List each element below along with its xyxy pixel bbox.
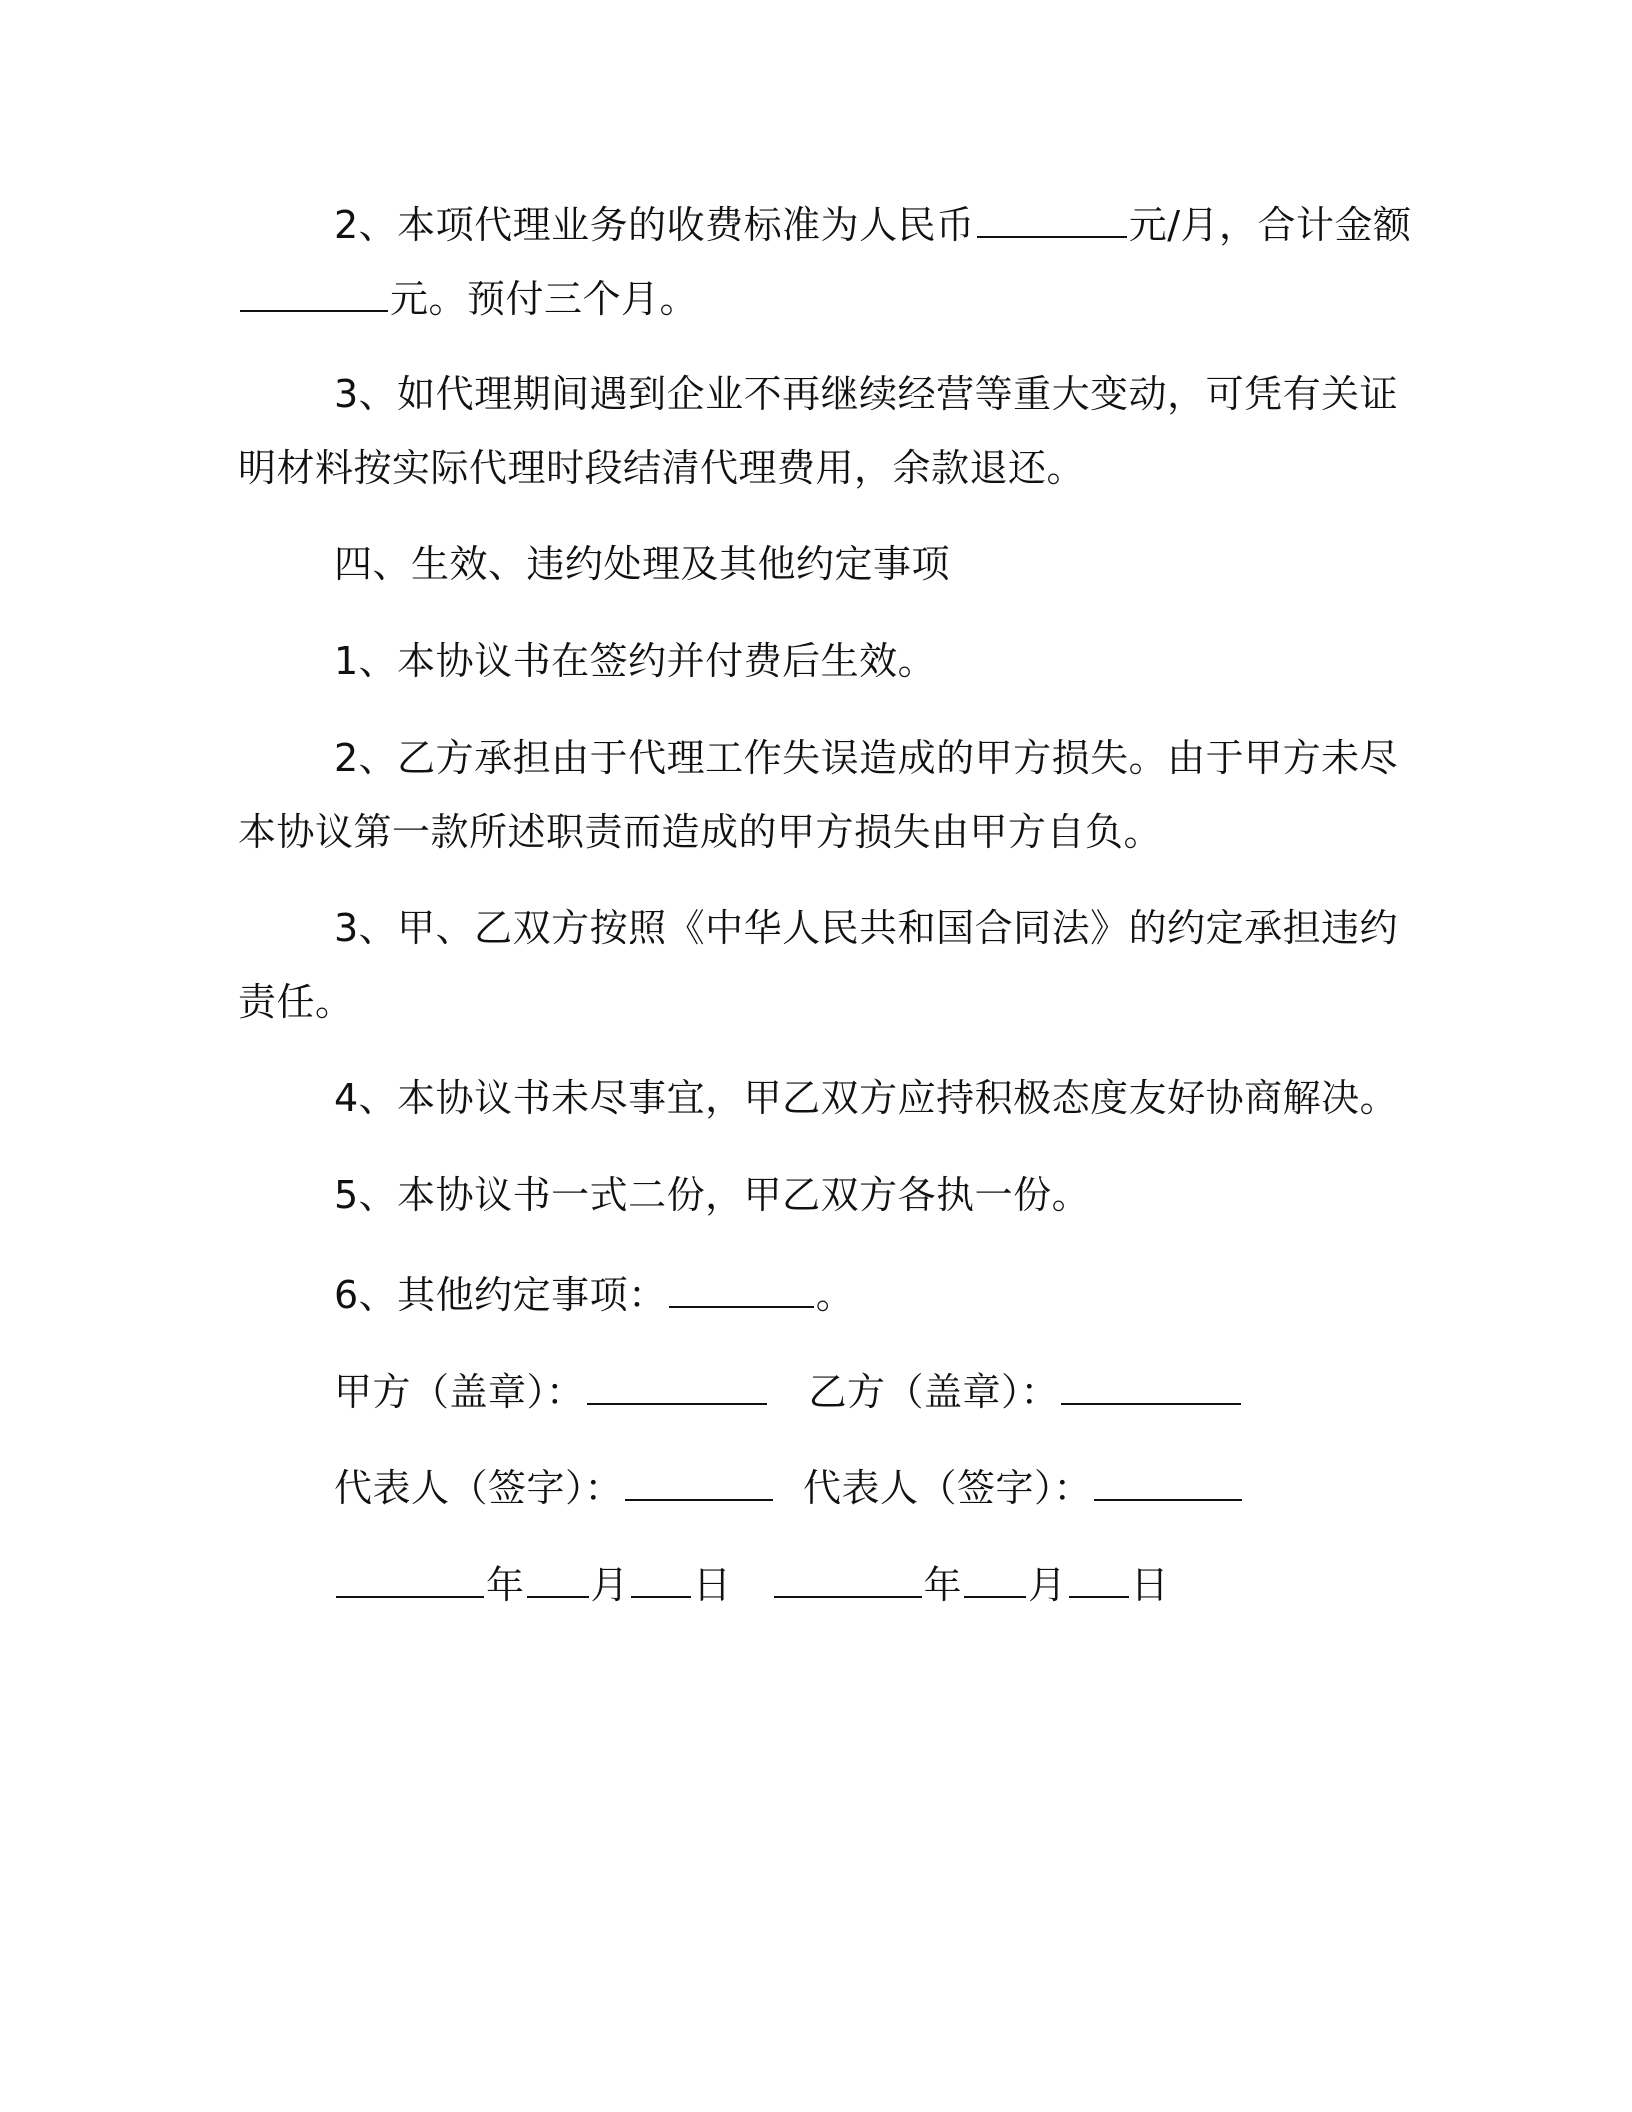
party-a-year-label: 年 [486, 1563, 525, 1607]
clause-breach-line1: 3、甲、乙双方按照《中华人民共和国合同法》的约定承担违约 [334, 906, 1399, 950]
party-a-seal-label: 甲方（盖章）： [334, 1370, 585, 1414]
party-b-day-blank[interactable] [1069, 1558, 1129, 1598]
party-a-month-label: 月 [590, 1563, 630, 1607]
section-four-heading: 四、生效、违约处理及其他约定事项 [334, 542, 951, 586]
party-b-year-blank[interactable] [774, 1558, 922, 1598]
party-a-rep-label: 代表人（签字）： [334, 1466, 624, 1510]
fee-standard-text: 2、本项代理业务的收费标准为人民币 [334, 203, 975, 247]
fee-total-text: 元/月，合计金额 [1128, 203, 1412, 247]
termination-line1: 3、如代理期间遇到企业不再继续经营等重大变动，可凭有关证 [334, 372, 1399, 416]
party-b-month-label: 月 [1028, 1563, 1067, 1607]
seal-row [334, 1365, 1494, 1416]
other-matters-label: 6、其他约定事项： [334, 1273, 667, 1317]
prepay-text: 元。预付三个月。 [390, 277, 699, 321]
fee-standard-line1 [334, 198, 1494, 249]
party-a-day-label: 日 [693, 1563, 732, 1607]
party-a-day-blank[interactable] [631, 1558, 691, 1598]
clause-copies: 5、本协议书一式二份，甲乙双方各执一份。 [334, 1173, 1091, 1217]
party-b-seal-blank[interactable] [1061, 1365, 1241, 1405]
party-b-day-label: 日 [1130, 1563, 1170, 1607]
party-b-year-label: 年 [923, 1563, 963, 1607]
total-amount-blank[interactable] [240, 272, 388, 312]
party-a-year-blank[interactable] [336, 1558, 484, 1598]
clause-breach-line2: 责任。 [238, 980, 354, 1024]
termination-line2: 明材料按实际代理时段结清代理费用，余款退还。 [238, 446, 1086, 490]
other-matters-blank[interactable] [669, 1268, 814, 1308]
clause-liability-line2: 本协议第一款所述职责而造成的甲方损失由甲方自负。 [238, 810, 1163, 854]
clause-liability-line1: 2、乙方承担由于代理工作失误造成的甲方损失。由于甲方未尽 [334, 736, 1399, 780]
party-a-month-blank[interactable] [527, 1558, 589, 1598]
party-a-seal-blank[interactable] [587, 1365, 767, 1405]
clause-unresolved-matters: 4、本协议书未尽事宜，甲乙双方应持积极态度友好协商解决。 [334, 1076, 1399, 1120]
representative-row [334, 1461, 1494, 1512]
party-b-seal-label: 乙方（盖章）： [808, 1370, 1060, 1414]
monthly-fee-blank[interactable] [977, 198, 1127, 238]
party-b-rep-blank[interactable] [1094, 1461, 1242, 1501]
clause-other-matters [334, 1268, 1494, 1319]
clause-effective: 1、本协议书在签约并付费后生效。 [334, 639, 937, 683]
other-matters-period: 。 [815, 1273, 855, 1317]
party-b-rep-label: 代表人（签字）： [803, 1466, 1093, 1510]
date-row [334, 1558, 1494, 1609]
fee-standard-line2 [238, 272, 1398, 323]
party-a-rep-blank[interactable] [625, 1461, 773, 1501]
party-b-month-blank[interactable] [964, 1558, 1026, 1598]
